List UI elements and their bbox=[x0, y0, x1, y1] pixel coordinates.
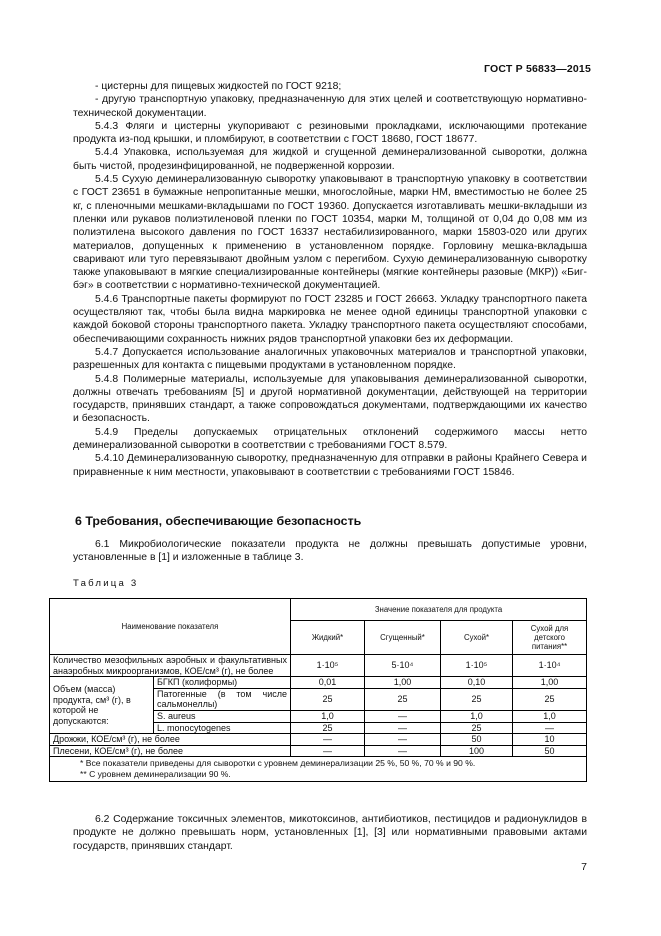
paragraph-6-2: 6.2 Содержание токсичных элементов, микотоксинов, антибиотиков, пестицидов и радионуклидов в продукте не должно превышать норм, установленных [1], [3] или нормативными правовыми актами государств, принявших стандарт. bbox=[73, 814, 587, 852]
cell: 100 bbox=[441, 745, 513, 757]
paragraph: 5.4.6 Транспортные пакеты формируют по ГОСТ 23285 и ГОСТ 26663. Укладку транспортного пакета осуществляют так, чтобы была видна маркировка не менее одной единицы транспортной упаковки с каждой боковой стороны транспортного пакета. Укладку транспортного пакета осуществляют способами, обеспечивающими сохранность нижних рядов транспортной упаковки без их деформации. bbox=[73, 293, 587, 345]
cell: 25 bbox=[291, 722, 365, 734]
cell: 1,0 bbox=[441, 710, 513, 722]
row-name: Плесени, КОЕ/см³ (г), не более bbox=[50, 745, 291, 757]
table-notes-row bbox=[50, 757, 587, 782]
paragraph: - цистерны для пищевых жидкостей по ГОСТ 9218; bbox=[95, 81, 342, 92]
paragraph: 5.4.8 Полимерные материалы, используемые для упаковывания деминерализованной сыворотки, должны отвечать требованиям [5] и другой нормативной документации, действующей на территории государств, принявших стандарт, а также сопровождаться документами, подтверждающими их качество и безопасность. bbox=[73, 373, 587, 425]
row-name: Патогенные (в том числе сальмонеллы) bbox=[154, 688, 291, 710]
cell: — bbox=[291, 734, 365, 746]
row-name: Количество мезофильных аэробных и факультативных анаэробных микроорганизмов, КОЕ/см³ (г), не более bbox=[50, 655, 291, 677]
cell: — bbox=[365, 722, 441, 734]
cell: — bbox=[365, 734, 441, 746]
paragraph: - другую транспортную упаковку, предназначенную для этих целей и соответствующую нормативно-технической документации. bbox=[73, 94, 587, 119]
header-group: Значение показателя для продукта bbox=[291, 599, 587, 621]
cell: 50 bbox=[513, 745, 587, 757]
cell: 1·10⁵ bbox=[291, 655, 365, 677]
cell: 0,01 bbox=[291, 677, 365, 689]
table-row bbox=[50, 734, 587, 746]
cell: 25 bbox=[291, 688, 365, 710]
col-condensed: Сгущенный* bbox=[365, 621, 441, 655]
standard-header: ГОСТ Р 56833—2015 bbox=[483, 63, 591, 75]
cell: 50 bbox=[441, 734, 513, 746]
note-2: ** С уровнем деминерализации 90 %. bbox=[80, 768, 231, 779]
section-5-text bbox=[73, 80, 587, 479]
cell: 25 bbox=[441, 688, 513, 710]
cell: — bbox=[513, 722, 587, 734]
table-row bbox=[50, 677, 587, 689]
header-name: Наименование показателя bbox=[50, 599, 291, 655]
table-row bbox=[50, 745, 587, 757]
paragraph: 5.4.10 Деминерализованную сыворотку, предназначенную для отправки в районы Крайнего Севера и приравненные к ним местности, упаковывают в соответствии с требованиями ГОСТ 15846. bbox=[73, 453, 587, 478]
col-dry: Сухой* bbox=[441, 621, 513, 655]
cell: 1·10⁴ bbox=[513, 655, 587, 677]
cell: 25 bbox=[365, 688, 441, 710]
cell: — bbox=[365, 710, 441, 722]
paragraph: 5.4.7 Допускается использование аналогичных упаковочных материалов и транспортной упаковки, разрешенных для контакта с пищевыми продуктами в установленном порядке. bbox=[73, 346, 587, 372]
paragraph: 5.4.3 Фляги и цистерны укупоривают с резиновыми прокладками, исключающими протекание продукта из-под крышки, и пломбируют, в соответствии с ГОСТ 18680, ГОСТ 18677. bbox=[73, 120, 587, 146]
cell: 5·10⁴ bbox=[365, 655, 441, 677]
row-name: БГКП (колиформы) bbox=[154, 677, 291, 689]
row-name: S. aureus bbox=[154, 710, 291, 722]
cell: 0,10 bbox=[441, 677, 513, 689]
cell: 1,00 bbox=[513, 677, 587, 689]
paragraph: 5.4.5 Сухую деминерализованную сыворотку упаковывают в транспортную упаковку в соответствии с ГОСТ 23651 в бумажные непропитанные мешки, многослойные, марки НМ, вместимостью не более 25 кг, с пленочными мешками-вкладышами по ГОСТ 19360. Допускается изготавливать мешки-вкладыши из пленки или рукавов полиэтиленовой пленки по ГОСТ 10354, марки М, толщиной от 0,04 до 0,08 мм из полиэтилена высокого давления по ГОСТ 16337 нестабилизированного, марки 15803-020 или других материалов, допущенных к применению в установленном порядке. Горловину мешка-вкладыша сваривают или туго перевязывают двойным узлом с перегибом. Сухую деминерализованную сыворотку также упаковывают в мягкие специализированные контейнеры (мягкие контейнеры разовые (МКР)) «Биг-бэг» в соответствии с нормативно-технической документацией. bbox=[73, 174, 587, 292]
col-liquid: Жидкий* bbox=[291, 621, 365, 655]
note-1: * Все показатели приведены для сыворотки с уровнем деминерализации 25 %, 50 %, 70 % и 90 %. bbox=[80, 758, 476, 769]
cell: 10 bbox=[513, 734, 587, 746]
cell: 1,00 bbox=[365, 677, 441, 689]
table-notes bbox=[50, 757, 587, 782]
col-baby: Сухой для детского питания** bbox=[513, 621, 587, 655]
paragraph: 5.4.9 Пределы допускаемых отрицательных отклонений содержимого массы нетто деминерализованной сыворотки в соответствии с требованиями ГОСТ 8.579. bbox=[73, 426, 587, 452]
microbiology-table bbox=[49, 598, 587, 782]
volume-label: Объем (масса) продукта, см³ (г), в которой не допускаются: bbox=[50, 677, 154, 734]
row-name: L. monocytogenes bbox=[154, 722, 291, 734]
cell: 25 bbox=[513, 688, 587, 710]
cell: 25 bbox=[441, 722, 513, 734]
section-title: 6 Требования, обеспечивающие безопасность bbox=[75, 514, 362, 528]
table-caption: Таблица 3 bbox=[73, 578, 139, 589]
cell: — bbox=[365, 745, 441, 757]
page-number: 7 bbox=[581, 861, 587, 873]
row-name: Дрожжи, КОЕ/см³ (г), не более bbox=[50, 734, 291, 746]
cell: 1,0 bbox=[291, 710, 365, 722]
cell: 1,0 bbox=[513, 710, 587, 722]
paragraph: 5.4.4 Упаковка, используемая для жидкой и сгущенной деминерализованной сыворотки, должна быть чистой, продезинфицированной, не подверженной коррозии. bbox=[73, 147, 587, 172]
paragraph-6-1: 6.1 Микробиологические показатели продукта не должны превышать допустимые уровни, установленные в [1] и изложенные в таблице 3. bbox=[73, 539, 587, 564]
cell: — bbox=[291, 745, 365, 757]
table-row bbox=[50, 655, 587, 677]
cell: 1·10⁵ bbox=[441, 655, 513, 677]
